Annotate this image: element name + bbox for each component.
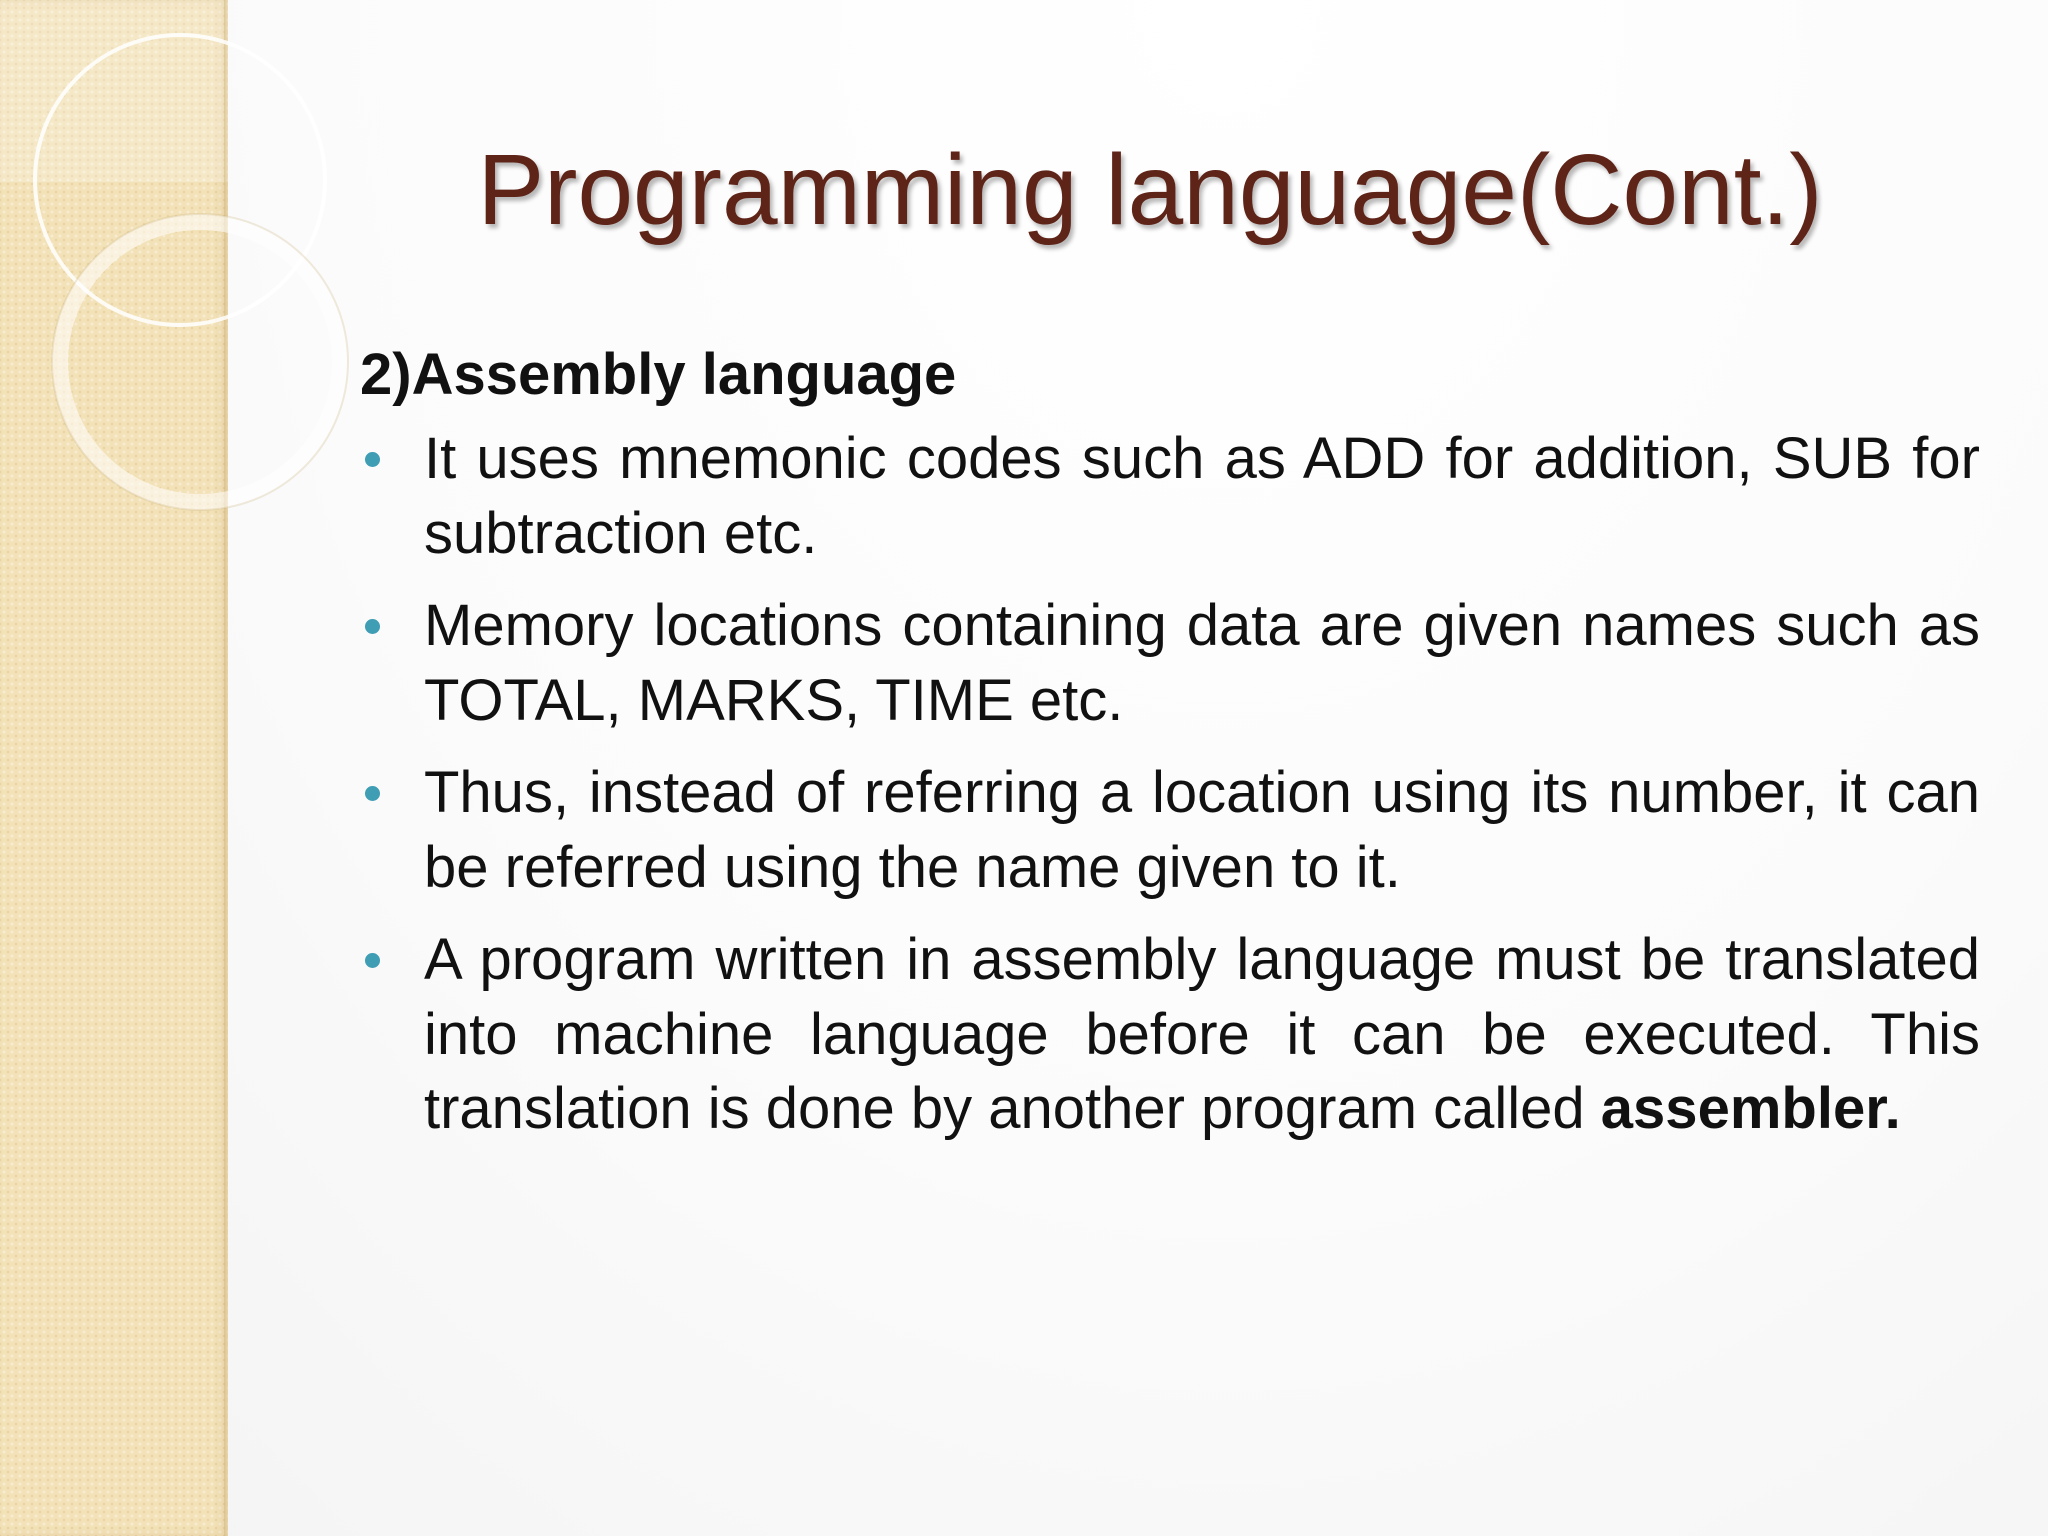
bullet-list bbox=[360, 422, 1980, 1147]
bullet-item bbox=[360, 756, 1980, 905]
slide-title: Programming language(Cont.) bbox=[477, 134, 1823, 246]
decorative-rings bbox=[0, 0, 400, 520]
bullet-item bbox=[360, 589, 1980, 738]
bullet-item bbox=[360, 923, 1980, 1147]
small-ring bbox=[60, 222, 340, 502]
dot-bullet-icon bbox=[365, 619, 380, 634]
bullet-item bbox=[360, 422, 1980, 571]
bullet-text: Memory locations containing data are given names such as TOTAL, MARKS, TIME etc. bbox=[424, 593, 1980, 733]
dot-bullet-icon bbox=[365, 953, 380, 968]
bullet-bold-term: assembler. bbox=[1600, 1076, 1901, 1141]
bullet-text: Thus, instead of referring a location using its number, it can be referred using the name given to it. bbox=[424, 760, 1980, 900]
bullet-text: A program written in assembly language must be translated into machine language before it can be executed. This translation is done by another program called bbox=[424, 927, 1980, 1141]
slide-content bbox=[360, 340, 1980, 1165]
section-heading: 2)Assembly language bbox=[360, 342, 957, 407]
dot-bullet-icon bbox=[365, 452, 380, 467]
bullet-text: It uses mnemonic codes such as ADD for addition, SUB for subtraction etc. bbox=[424, 426, 1980, 566]
dot-bullet-icon bbox=[365, 786, 380, 801]
